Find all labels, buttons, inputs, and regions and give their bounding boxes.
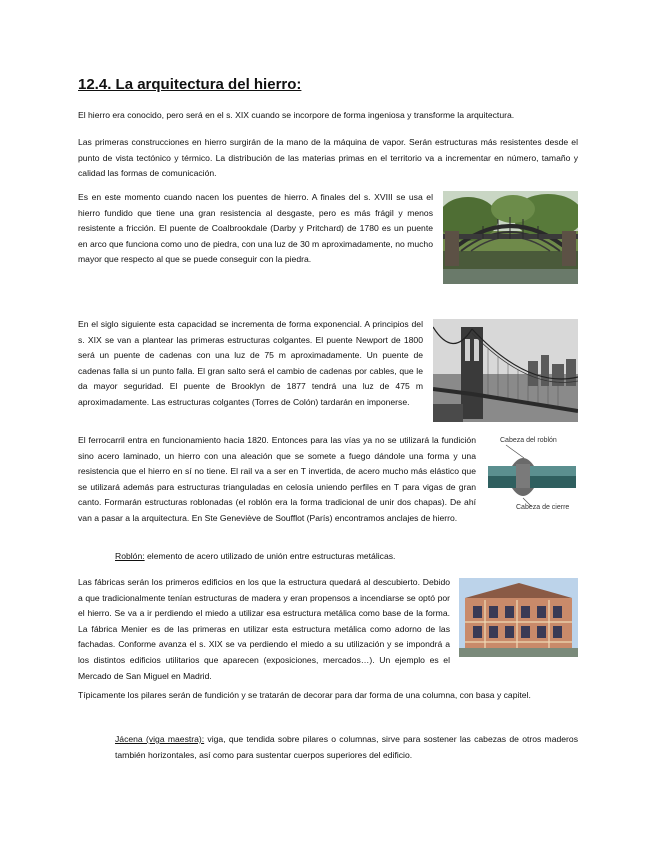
- definition-roblon-text: elemento de acero utilizado de unión entre estructuras metálicas.: [144, 551, 396, 561]
- definition-roblon: [115, 549, 575, 565]
- coalbrookdale-bridge-photo: [443, 191, 578, 284]
- rivet-top-caption: Cabeza del roblón: [500, 437, 557, 444]
- paragraph-coalbrookdale: Es en este momento cuando nacen los puentes de hierro. A finales del s. XVIII se usa el hierro fundido que tiene una gran resistencia al desgaste, pero es más frágil y menos resistente a fricción. El puente de Coalbrookdale (Darby y Pritchard) de 1780 es un puente en arco que funciona como uno de piedra, con una luz de 30 m aproximadamente, no mucho mayor que respecto al que se puede conseguir con la piedra.: [78, 192, 433, 265]
- rivet-bottom-caption: Cabeza de cierre: [516, 504, 570, 511]
- paragraph-factories: Las fábricas serán los primeros edificios en los que la estructura quedará al descubierto. Debido a que tradicionalmente tenían estructuras de madera y eran propensos a incendiarse se optó por el hierro. Se va a ir perdiendo el miedo a utilizar esa estructura metálica como base de la forma. La fábrica Menier es de las primeras en utilizar esta estructura metálica como adorno de las fachadas. Conforme avanza el s. XIX se va perdiendo el miedo a su utilización y se impondrá a los distintos edificios utilitarios que aparecen (exposiciones, mercados…). Un ejemplo es el Mercado de San Miguel en Madrid.: [78, 577, 450, 681]
- paragraph-suspension: En el siglo siguiente esta capacidad se incrementa de forma exponencial. A principios del s. XIX se van a plantear las primeras estructuras colgantes. El puente Newport de 1800 será un puente de cadenas con una luz de 75 m aproximadamente. Un puente de cadenas falla si un punto falla. El gran salto será el cambio de cadenas por cables, que le da mayor seguridad. El puente de Brooklyn de 1877 tendrá una luz de 475 m aproximadamente. Las estructuras colgantes (Torres de Colón) tardarán en imponerse.: [78, 319, 423, 407]
- menier-factory-photo: [459, 578, 578, 657]
- section-title: 12.4. La arquitectura del hierro:: [78, 76, 302, 93]
- paragraph-railway: El ferrocarril entra en funcionamiento hacia 1820. Entonces para las vías ya no se utilizará la fundición sino acero laminado, un hierro con una aleación que se somete a fuego dándole una forma y una resistencia que el hierro en sí no tiene. El rail va a ser en T invertida, de acero mucho más elástico que se utilizará además para estructuras trianguladas en celosía uniendo perfiles en T para vigas de gran canto. Formarán estructuras roblonadas (el roblón era la forma tradicional de unir dos chapas). De ahí van a pasar a la arquitectura. En Ste Geneviève de Soufflot (París) encontramos anclajes de hierro.: [78, 435, 476, 523]
- paragraph-steam: Las primeras construcciones en hierro surgirán de la mano de la máquina de vapor. Serán estructuras más resistentes desde el punto de vista tectónico y térmico. La distribución de las materias primas en el territorio va a incrementar en número, tamaño y calidad las formas de comunicación.: [78, 137, 578, 179]
- paragraph-intro: El hierro era conocido, pero será en el s. XIX cuando se incorpore de forma ingeniosa y transforme la arquitectura.: [78, 110, 515, 120]
- definition-jacena: [115, 732, 578, 763]
- term-jacena: Jácena (viga maestra):: [115, 734, 205, 744]
- rivet-diagram: [486, 436, 578, 514]
- definition-jacena-text: viga, que tendida sobre pilares o columnas, sirve para sostener las cabezas de otros maderos también horizontales, así como para sustentar cuerpos superiores del edificio.: [115, 734, 578, 760]
- brooklyn-bridge-photo: [433, 319, 578, 422]
- paragraph-pillars: Típicamente los pilares serán de fundición y se tratarán de decorar para dar forma de una columna, con basa y capitel.: [78, 690, 531, 700]
- term-roblon: Roblón:: [115, 551, 145, 561]
